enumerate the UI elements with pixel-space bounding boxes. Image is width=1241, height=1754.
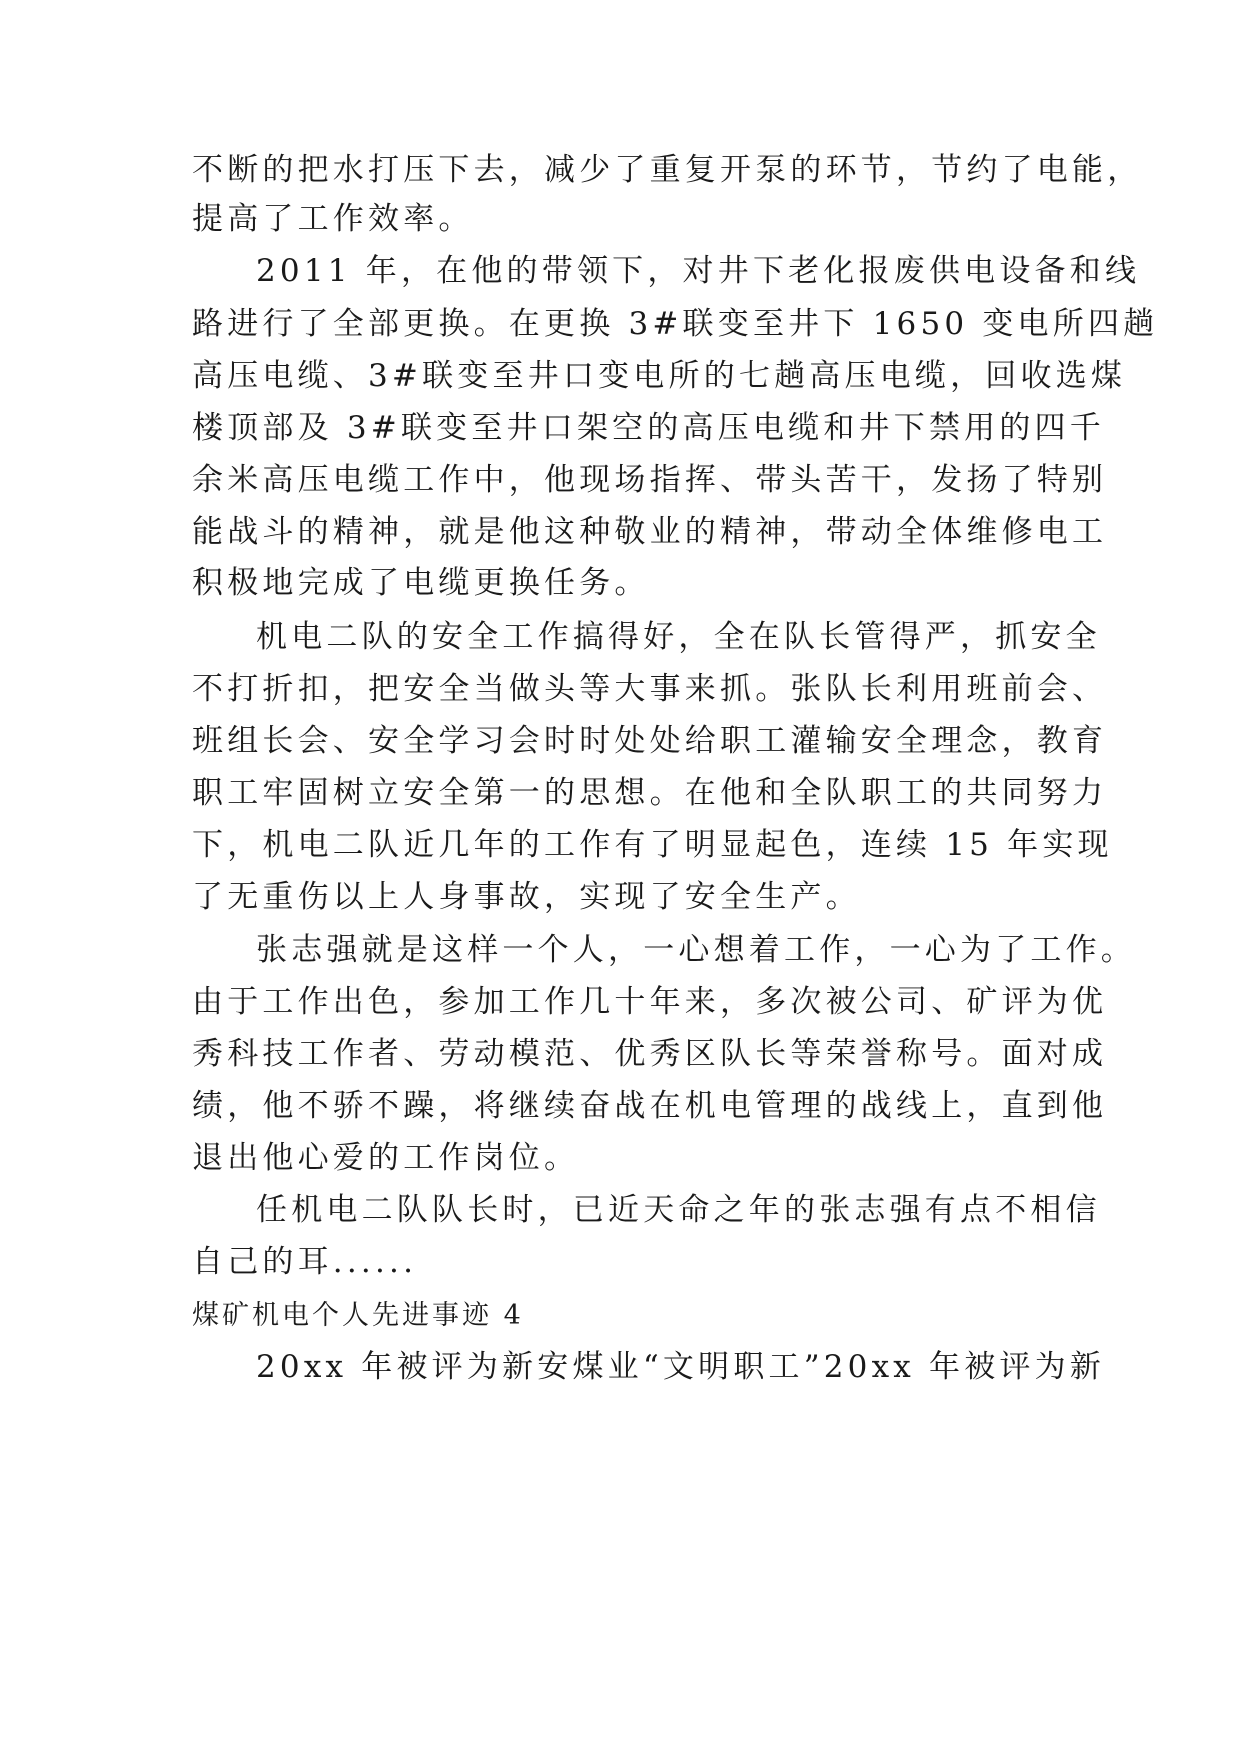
text-line: 高压电缆、3#联变至井口变电所的七趟高压电缆，回收选煤: [192, 358, 1127, 394]
text-line: 楼顶部及 3#联变至井口架空的高压电缆和井下禁用的四千: [192, 410, 1105, 446]
section-heading: 煤矿机电个人先进事迹 4: [192, 1300, 524, 1331]
text-line: 积极地完成了电缆更换任务。: [192, 565, 650, 601]
paragraph-start-line: 张志强就是这样一个人，一心想着工作，一心为了工作。: [256, 932, 1136, 968]
text-line: 路进行了全部更换。在更换 3#联变至井下 1650 变电所四趟: [192, 306, 1159, 342]
paragraph-start-line: 机电二队的安全工作搞得好，全在队长管得严，抓安全: [256, 619, 1101, 655]
text-line: 提高了工作效率。: [192, 201, 474, 237]
paragraph-start-line: 20xx 年被评为新安煤业“文明职工”20xx 年被评为新: [256, 1349, 1106, 1385]
text-line: 了无重伤以上人身事故，实现了安全生产。: [192, 879, 861, 915]
text-line: 由于工作出色，参加工作几十年来，多次被公司、矿评为优: [192, 984, 1108, 1020]
text-line: 能战斗的精神，就是他这种敬业的精神，带动全体维修电工: [192, 514, 1108, 550]
text-line: 不断的把水打压下去，减少了重复开泵的环节，节约了电能，: [192, 152, 1143, 188]
text-line: 退出他心爱的工作岗位。: [192, 1140, 580, 1176]
text-line: 下，机电二队近几年的工作有了明显起色，连续 15 年实现: [192, 827, 1113, 863]
text-line: 班组长会、安全学习会时时处处给职工灌输安全理念，教育: [192, 723, 1108, 759]
text-line: 绩，他不骄不躁，将继续奋战在机电管理的战线上，直到他: [192, 1088, 1108, 1124]
text-line: 不打折扣，把安全当做头等大事来抓。张队长利用班前会、: [192, 671, 1108, 707]
text-line: 余米高压电缆工作中，他现场指挥、带头苦干，发扬了特别: [192, 462, 1108, 498]
paragraph-start-line: 任机电二队队长时，已近天命之年的张志强有点不相信: [256, 1192, 1101, 1228]
text-line: 秀科技工作者、劳动模范、优秀区队长等荣誉称号。面对成: [192, 1036, 1108, 1072]
text-line: 职工牢固树立安全第一的思想。在他和全队职工的共同努力: [192, 775, 1108, 811]
text-line: 自己的耳......: [192, 1244, 418, 1280]
paragraph-start-line: 2011 年，在他的带领下，对井下老化报废供电设备和线: [256, 253, 1141, 289]
